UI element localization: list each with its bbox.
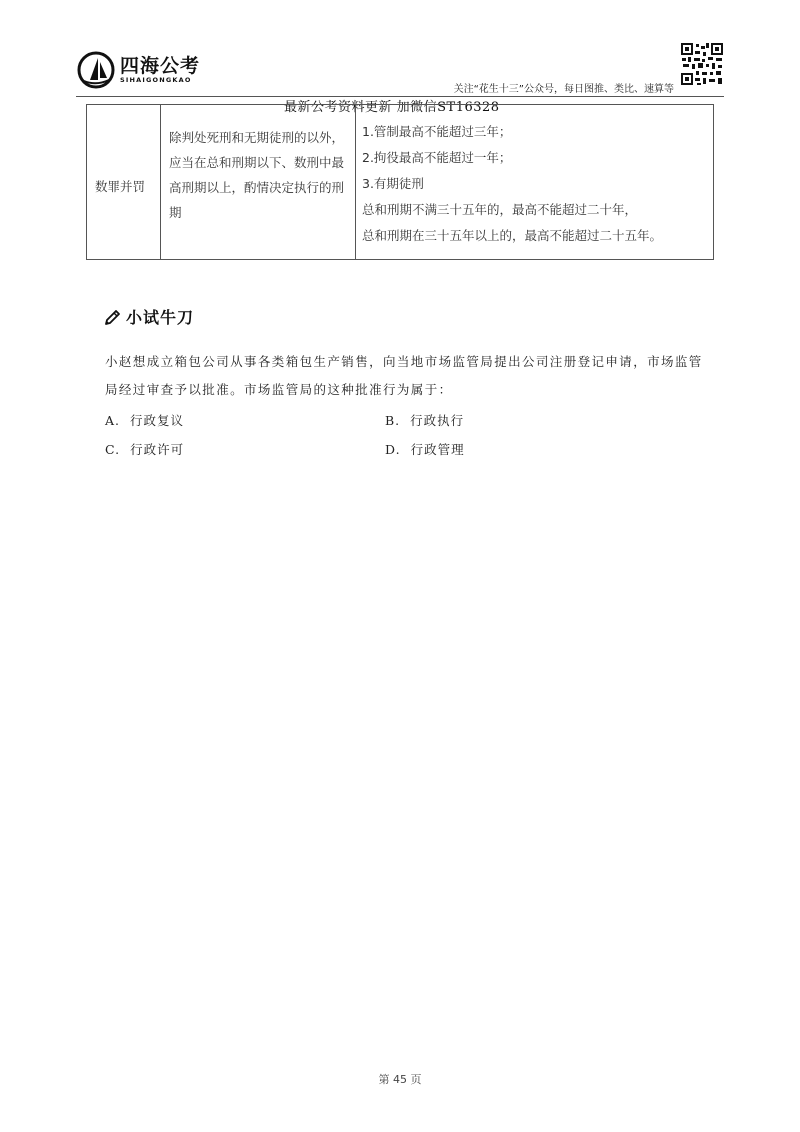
option-key: B. <box>385 413 401 428</box>
question-stem: 小赵想成立箱包公司从事各类箱包生产销售，向当地市场监管局提出公司注册登记申请，市场监管局经过审查予以批准。市场监管局的这种批准行为属于： <box>105 354 703 397</box>
logo-chinese-name: 四海公考 <box>120 54 201 77</box>
option-d <box>385 440 465 458</box>
option-text: 行政管理 <box>410 442 465 457</box>
option-c <box>105 440 184 458</box>
row-label: 数罪并罚 <box>95 179 146 194</box>
table-cell-label <box>87 105 161 259</box>
page-number: 第 45 页 <box>378 1073 422 1086</box>
pencil-icon <box>104 308 122 326</box>
rule-line: 2.拘役最高不能超过一年； <box>362 150 512 165</box>
rule-line: 1.管制最高不能超过三年； <box>362 124 512 139</box>
table-cell-rules <box>356 105 713 259</box>
option-b <box>385 411 464 429</box>
section-title: 小试牛刀 <box>126 308 195 327</box>
page-header <box>76 42 724 98</box>
qr-code-icon <box>680 42 724 86</box>
option-a <box>105 411 184 429</box>
watermark-text: 最新公考资料更新 加微信ST16328 <box>284 100 500 115</box>
sailboat-logo-icon <box>76 50 116 90</box>
option-text: 行政执行 <box>410 413 465 428</box>
header-slogan: 关注“花生十三”公众号，每日图推、类比、速算等 <box>453 84 674 95</box>
option-key: D. <box>385 442 401 457</box>
rule-line: 总和刑期不满三十五年的，最高不能超过二十年， <box>362 202 638 217</box>
principle-text: 除判处死刑和无期徒刑的以外，应当在总和刑期以下、数刑中最高刑期以上，酌情决定执行的刑期 <box>169 130 345 220</box>
section-heading <box>104 305 194 328</box>
table-cell-principle <box>161 105 356 259</box>
logo-english-name: SIHAIGONGKAO <box>120 75 192 84</box>
option-key: C. <box>105 442 121 457</box>
option-text: 行政许可 <box>130 442 185 457</box>
brand-logo <box>76 50 200 90</box>
sentencing-table <box>86 104 714 260</box>
rule-line: 总和刑期在三十五年以上的，最高不能超过二十五年。 <box>362 228 663 243</box>
option-text: 行政复议 <box>130 413 185 428</box>
rule-line: 3.有期徒刑 <box>362 176 424 191</box>
option-key: A. <box>105 413 121 428</box>
